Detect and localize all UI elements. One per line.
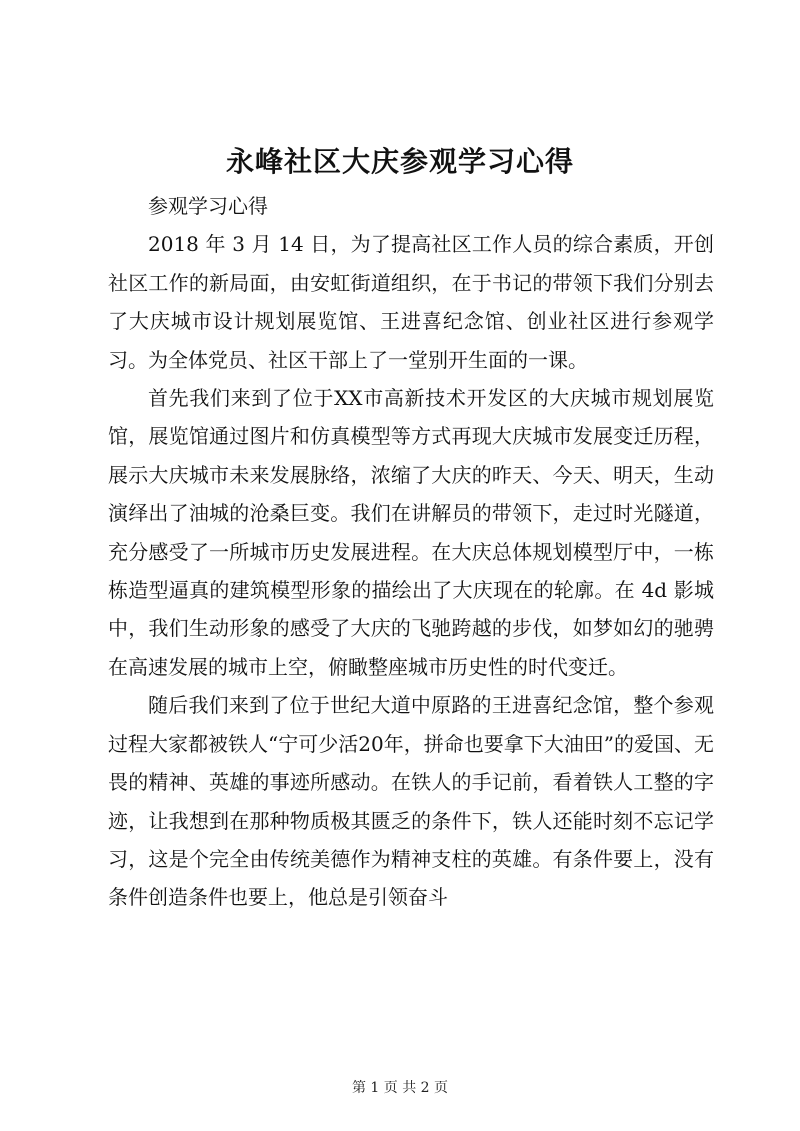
- paragraph-planning-hall: 首先我们来到了位于XX市高新技术开发区的大庆城市规划展览馆，展览馆通过图片和仿真模型等方式再现大庆城市发展变迁历程，展示大庆城市未来发展脉络，浓缩了大庆的昨天、今天、明天，生动演绎出了油城的沧桑巨变。我们在讲解员的带领下，走过时光隧道，充分感受了一所城市历史发展进程。在大庆总体规划模型厅中，一栋栋造型逼真的建筑模型形象的描绘出了大庆现在的轮廓。在 4d 影城中，我们生动形象的感受了大庆的飞驰跨越的步伐，如梦如幻的驰骋在高速发展的城市上空，俯瞰整座城市历史性的时代变迁。: [108, 386, 714, 679]
- paragraph-subtitle: 参观学习心得: [148, 194, 268, 218]
- paragraph-intro: 2018 年 3 月 14 日，为了提高社区工作人员的综合素质，开创社区工作的新局面，由安虹街道组织，在于书记的带领下我们分别去了大庆城市设计规划展览馆、王进喜纪念馆、创业社区进行参观学习。为全体党员、社区干部上了一堂别开生面的一课。: [108, 232, 714, 372]
- page-footer: 第 1 页 共 2 页: [351, 1080, 449, 1096]
- document-title: 永峰社区大庆参观学习心得: [225, 145, 574, 178]
- document-body: [108, 187, 714, 917]
- paragraph-memorial: 随后我们来到了位于世纪大道中原路的王进喜纪念馆，整个参观过程大家都被铁人“宁可少活20年，拼命也要拿下大油田”的爱国、无畏的精神、英雄的事迹所感动。在铁人的手记前，看着铁人工整的字迹，让我想到在那种物质极其匮乏的条件下，铁人还能时刻不忘记学习，这是个完全由传统美德作为精神支柱的英雄。有条件要上，没有条件创造条件也要上，他总是引领奋斗: [108, 693, 714, 910]
